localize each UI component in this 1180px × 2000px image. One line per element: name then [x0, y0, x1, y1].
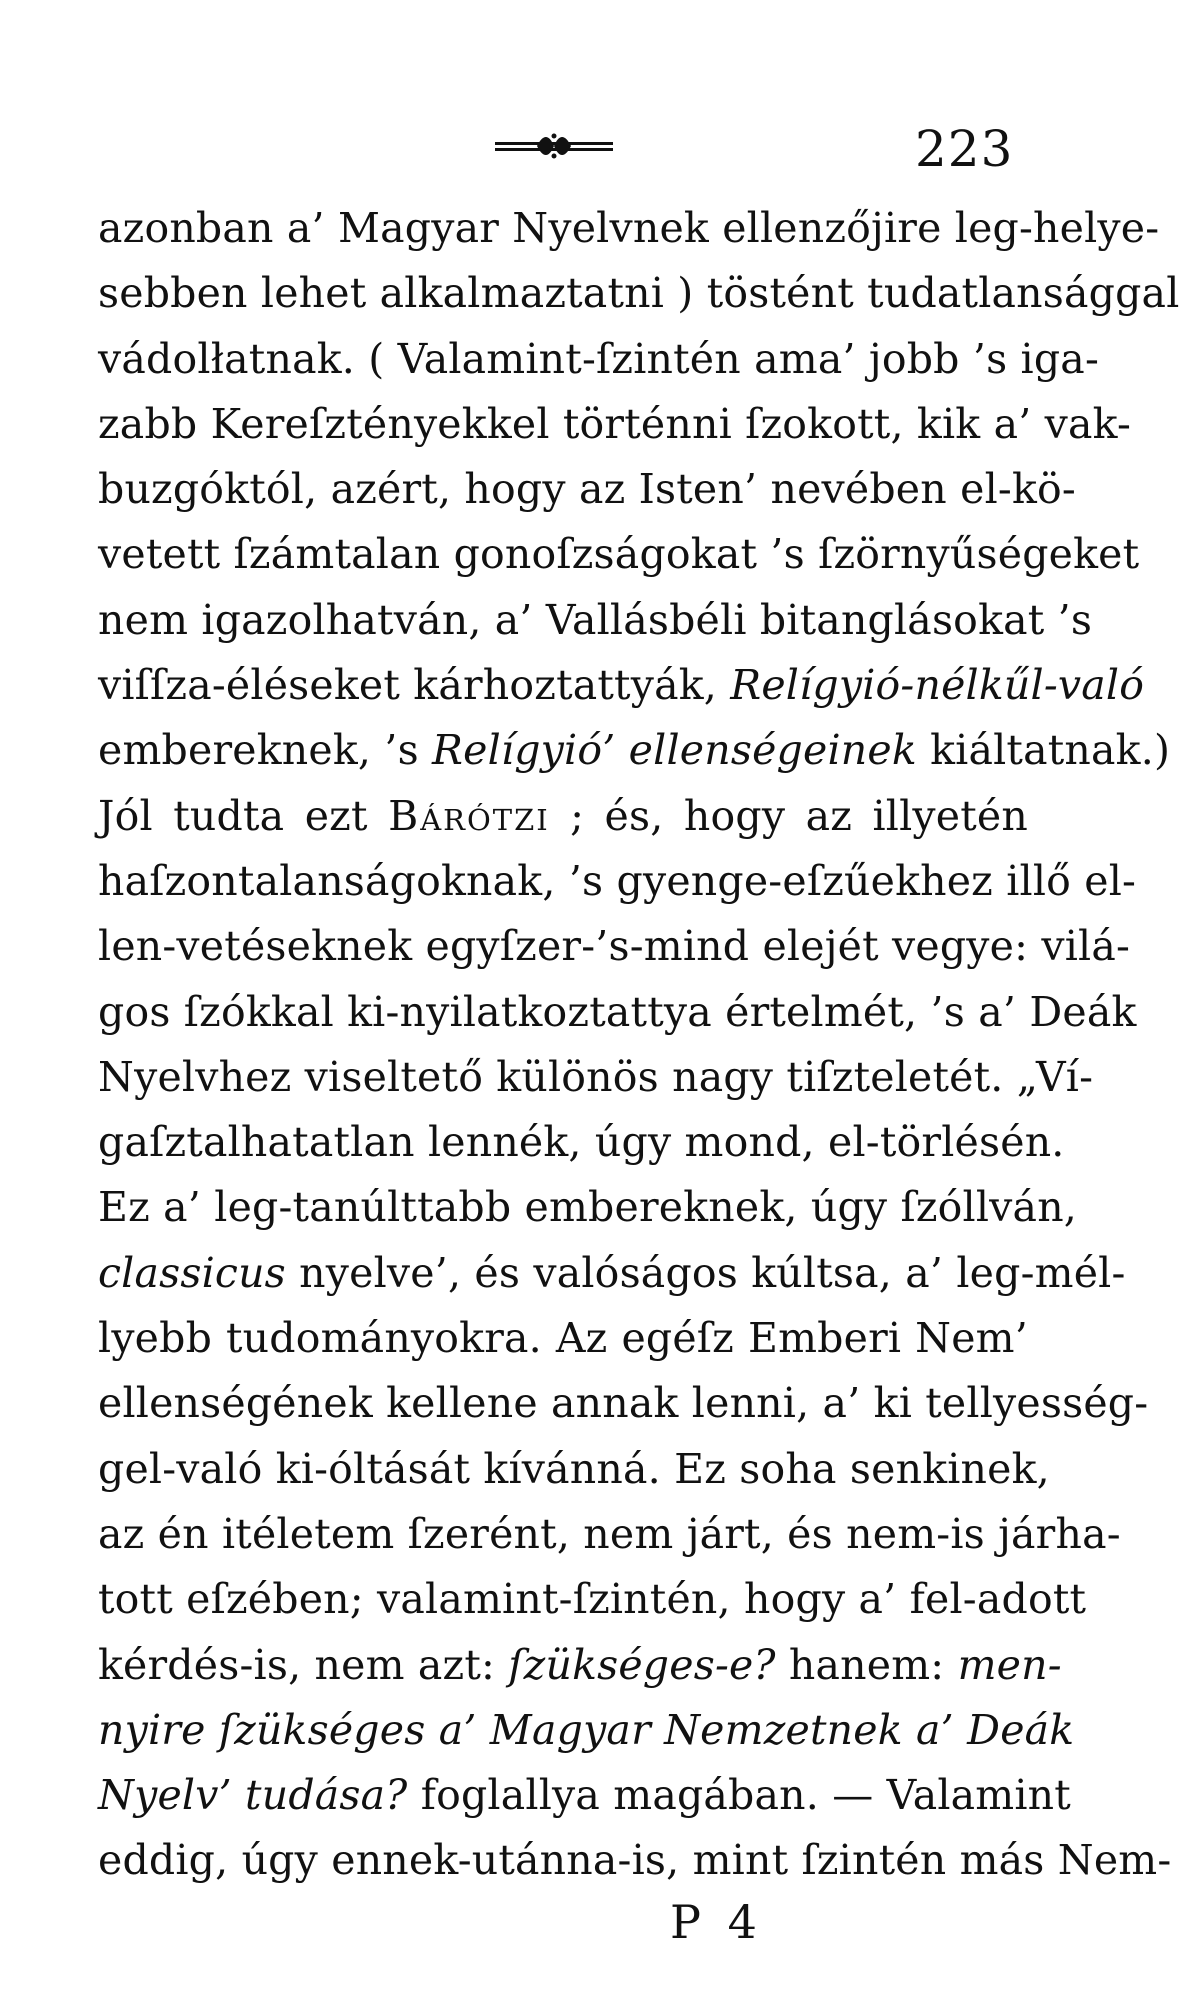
text-segment: haſzontalanságoknak, ’s gyenge-eſzűekhez illő el-	[98, 856, 1137, 905]
text-line	[98, 914, 1131, 979]
text-segment: lyebb tudományokra. Az egéſz Emberi Nem’	[98, 1314, 1028, 1363]
text-line	[98, 849, 1137, 914]
text-segment: gaſztalhatatlan lennék, úgy mond, el-törlésén.	[98, 1118, 1065, 1167]
text-segment: Ez a’ leg-tanúlttabb embereknek, úgy ſzóllván,	[98, 1183, 1078, 1232]
text-segment: vádolłatnak. ( Valamint-ſzintén ama’ jobb ’s iga-	[98, 334, 1100, 383]
text-line	[98, 261, 1180, 326]
text-segment: azonban a’ Magyar Nyelvnek ellenzőjire leg-helye-	[98, 204, 1160, 252]
text-line	[98, 457, 1076, 522]
text-segment: az én itéletem ſzerént, nem járt, és nem-is járha-	[98, 1509, 1121, 1558]
text-segment: Nyelvhez viseltető különös nagy tiſzteletét. „Ví-	[98, 1052, 1094, 1101]
text-line	[98, 1567, 1087, 1632]
text-segment: len-vetéseknek egyſzer-’s-mind elejét vegye: vilá-	[98, 922, 1131, 971]
text-line	[98, 1828, 1172, 1893]
text-line	[98, 327, 1100, 392]
text-line	[98, 718, 1171, 783]
italic-text: ſzükséges-e?	[508, 1640, 776, 1689]
text-segment: buzgóktól, azért, hogy az Isten’ nevében el-kö-	[98, 465, 1076, 514]
page-number: 223	[915, 120, 1014, 178]
text-line	[98, 1306, 1028, 1371]
text-segment: sebben lehet alkalmaztatni ) töstént tudatlansággal	[98, 269, 1180, 318]
text-line	[98, 1763, 1071, 1828]
text-line	[98, 1371, 1149, 1436]
text-line	[98, 784, 1028, 849]
text-line	[98, 196, 1160, 261]
text-segment: embereknek, ’s	[98, 726, 433, 775]
italic-text: men-	[957, 1640, 1062, 1689]
text-line	[98, 522, 1140, 587]
body-text	[98, 196, 1180, 1894]
text-line	[98, 1698, 1075, 1763]
text-segment: zabb Kereſztényekkel történni ſzokott, kik a’ vak-	[98, 399, 1132, 448]
text-segment: kiáltatnak.)	[916, 726, 1171, 775]
text-segment: foglallya magában. — Valamint	[407, 1771, 1071, 1820]
signature-mark: P 4	[670, 1895, 763, 1949]
text-line	[98, 1241, 1126, 1306]
small-caps-name: Bárótzi	[388, 791, 550, 840]
text-segment: kérdés-is, nem azt:	[98, 1640, 509, 1689]
text-line	[98, 392, 1132, 457]
decorative-rule-ornament-icon	[495, 132, 613, 160]
text-line	[98, 1045, 1094, 1110]
text-segment: eddig, úgy ennek-utánna-is, mint ſzintén más Nem-	[98, 1836, 1172, 1885]
italic-text: Relígyió-nélkűl-való	[730, 661, 1145, 710]
italic-text: classicus	[98, 1248, 286, 1297]
text-segment: nem igazolhatván, a’ Vallásbéli bitanglásokat ’s	[98, 595, 1093, 644]
text-segment: ellenségének kellene annak lenni, a’ ki tellyesség-	[98, 1379, 1149, 1428]
text-segment: Jól tudta ezt	[98, 791, 389, 840]
text-line	[98, 1437, 1050, 1502]
text-segment: ; és, hogy az illyetén	[549, 791, 1028, 840]
text-segment: hanem:	[775, 1640, 958, 1689]
italic-text: nyire ſzükséges a’ Magyar Nemzetnek a’ Deák	[98, 1705, 1075, 1754]
text-segment: gos ſzókkal ki-nyilatkoztattya értelmét, ’s a’ Deák	[98, 987, 1137, 1036]
italic-text: Relígyió’ ellenségeinek	[432, 726, 917, 775]
text-segment: gel-való ki-óltását kívánná. Ez soha senkinek,	[98, 1444, 1050, 1493]
text-segment: vetett ſzámtalan gonoſzságokat ’s ſzörnyűségeket	[98, 530, 1140, 579]
text-line	[98, 980, 1137, 1045]
text-segment: tott eſzében; valamint-ſzintén, hogy a’ fel-adott	[98, 1575, 1087, 1624]
text-segment: nyelve’, és valóságos kúltsa, a’ leg-mél-	[285, 1248, 1126, 1297]
text-line	[98, 588, 1093, 653]
running-header	[0, 120, 1112, 180]
text-line	[98, 1175, 1078, 1240]
text-line	[98, 653, 1145, 718]
italic-text: Nyelv’ tudása?	[98, 1771, 408, 1820]
text-line	[98, 1502, 1121, 1567]
text-line	[98, 1633, 1062, 1698]
text-segment: viſſza-éléseket kárhoztattyák,	[98, 661, 731, 710]
text-line	[98, 1110, 1065, 1175]
